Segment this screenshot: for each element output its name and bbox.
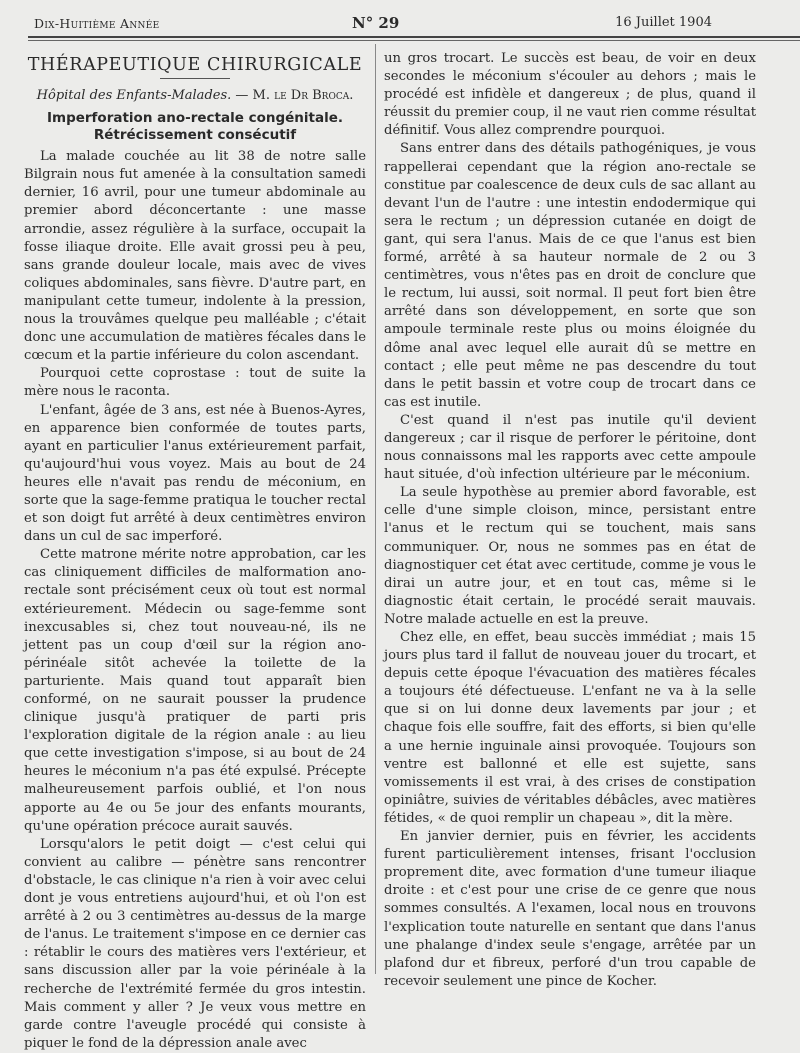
paragraph: En janvier dernier, puis en février, les accidents furent particulièrement intenses, frisant l'occlusion proprement dite, avec formation d'une tumeur iliaque droite : et c'est pour une crise de ce genre que nous sommes consultés. A l'examen, local nous en trouvons l'explication toute naturelle en sentant que dans l'anus une phalange d'index seule s'engage, arrêtée par un plafond dur et fibreux, perforé d'un trou capable de recevoir seulement une pince de Kocher.	[384, 829, 756, 989]
page-header	[34, 12, 712, 34]
title-divider	[160, 78, 230, 79]
paragraph: L'enfant, âgée de 3 ans, est née à Buenos-Ayres, en apparence bien conformée de toutes parts, ayant en particulier l'anus extérieurement parfait, qu'aujourd'hui vous voyez. Mais au bout de 24 heures elle n'avait pas rendu de méconium, en sorte que la sage-femme pratiqua le toucher rectal et son doigt fut arrêté à deux centimètres environ dans un cul de sac imperforé.	[24, 402, 366, 545]
paragraph: Sans entrer dans des détails pathogéniques, je vous rappellerai cependant que la région ano-rectale se constitue par coalescence de deux culs de sac allant au devant l'un de l'autre : une intestin endodermique qui sera le rectum ; un dépression cutanée en doigt de gant, qui sera l'anus. Mais de ce que l'anus est bien formé, arrêté à sa hauteur normale de 2 ou 3 centimètres, vous n'êtes pas en droit de conclure que le rectum, lui aussi, soit normal. Il peut fort bien être arrêté dans son développement, en sorte que son ampoule terminale reste plus ou moins éloignée du dôme anal avec lequel elle aurait dû se mettre en contact ; elle peut même ne pas descendre du tout dans le petit bassin et votre coup de trocart dans ce cas est inutile.	[384, 141, 756, 410]
column-divider	[375, 44, 376, 974]
paragraph: Pourquoi cette coprostase : tout de suite la mère nous le raconta.	[24, 366, 366, 400]
right-column	[384, 50, 756, 991]
paragraph: La malade couchée au lit 38 de notre salle Bilgrain nous fut amenée à la consultation samedi dernier, 16 avril, pour une tumeur abdominale au premier abord déconcertante : une masse arrondie, assez régulière à la surface, occupait la fosse iliaque droite. Elle avait grossi peu à peu, sans grande douleur locale, mais avec de vives coliques abdominales, sans fièvre. D'autre part, en manipulant cette tumeur, indolente à la pression, nous la trouvâmes quelque peu malléable ; c'était donc une accumulation de matières fécales dans le cœcum et la partie inférieure du colon ascendant.	[24, 149, 366, 364]
header-rule-thin	[28, 40, 800, 41]
subtitle-line-1: Imperforation ano-rectale congénitale.	[46, 110, 344, 127]
paragraph: Lorsqu'alors le petit doigt — c'est celui qui convient au calibre — pénètre sans rencontrer d'obstacle, le cas clinique n'a rien à voir avec celui dont je vous entretiens aujourd'hui, et où l'on est arrêté à 2 ou 3 centimètres au-dessus de la marge de l'anus. Le traitement s'impose en ce dernier cas : rétablir le cours des matières vers l'extérieur, et sans discussion aller par la voie périnéale à la recherche de l'extrémité fermée du gros intestin. Mais comment y aller ? Je veux vous mettre en garde contre l'aveugle procédé qui consiste à piquer le fond de la dépression anale avec	[24, 836, 366, 1051]
paragraph: Cette matrone mérite notre approbation, car les cas cliniquement difficiles de malformation ano-rectale sont précisément ceux où tout est normal extérieurement. Médecin ou sage-femme sont inexcusables si, chez tout nouveau-né, ils ne jettent pas un coup d'œil sur la région ano-périnéale sitôt achevée la toilette de la parturiente. Mais quand tout apparaît bien conformé, on ne saurait pousser la prudence clinique jusqu'à pratiquer de parti pris l'exploration digitale de la région anale : au lieu que cette investigation s'impose, si au bout de 24 heures le méconium n'a pas été expulsé. Précepte malheureusement parfois oublié, et l'on nous apporte au 4e ou 5e jour des enfants mourants, qu'une opération précoce aurait sauvés.	[24, 547, 366, 834]
article-subtitle	[24, 110, 366, 144]
subtitle-line-2: Rétrécissement consécutif	[93, 127, 297, 144]
section-title: THÉRAPEUTIQUE CHIRURGICALE	[27, 55, 363, 75]
paragraph-continued: un gros trocart. Le succès est beau, de voir en deux secondes le méconium s'écouler au dehors ; mais le procédé est infidèle et dangereux ; de plus, quand il réussit du premier coup, il ne vaut rien comme résultat définitif. Vous allez comprendre pourquoi.	[384, 51, 756, 139]
header-date: 16 Juillet 1904	[615, 15, 712, 30]
author-name: — M. le Dr Broca.	[231, 88, 354, 104]
header-rule	[28, 36, 800, 38]
header-issue-number: N° 29	[352, 14, 400, 32]
hospital-line	[24, 87, 366, 105]
paragraph: C'est quand il n'est pas inutile qu'il devient dangereux ; car il risque de perforer le péritoine, dont nous connaissons mal les rapports avec cette ampoule haut située, d'où infection ultérieure par le méconium.	[384, 412, 756, 483]
header-volume: Dix-Huitième Année	[34, 16, 160, 31]
paragraph: La seule hypothèse au premier abord favorable, est celle d'une simple cloison, mince, persistant entre l'anus et le rectum qui se touchent, mais sans communiquer. Or, nous ne sommes pas en état de diagnostiquer cet état avec certitude, comme je vous le dirai un autre jour, et en tout cas, même si le diagnostic était certain, le procédé serait mauvais. Notre malade actuelle en est la preuve.	[384, 485, 756, 627]
paragraph: Chez elle, en effet, beau succès immédiat ; mais 15 jours plus tard il fallut de nouveau jouer du trocart, et depuis cette époque l'évacuation des matières fécales a toujours été défectueuse. L'enfant ne va à la selle que si on lui donne deux lavements par jour ; et chaque fois elle souffre, fait des efforts, si bien qu'elle a une hernie inguinale ainsi provoquée. Toujours son ventre est ballonné et elle est sujette, sans vomissements il est vrai, à des crises de constipation opiniâtre, suivies de véritables débâcles, avec matières fétides, « de quoi remplir un chapeau », dit la mère.	[384, 630, 756, 826]
left-column	[24, 50, 366, 1053]
hospital-name: Hôpital des Enfants-Malades.	[36, 88, 232, 104]
